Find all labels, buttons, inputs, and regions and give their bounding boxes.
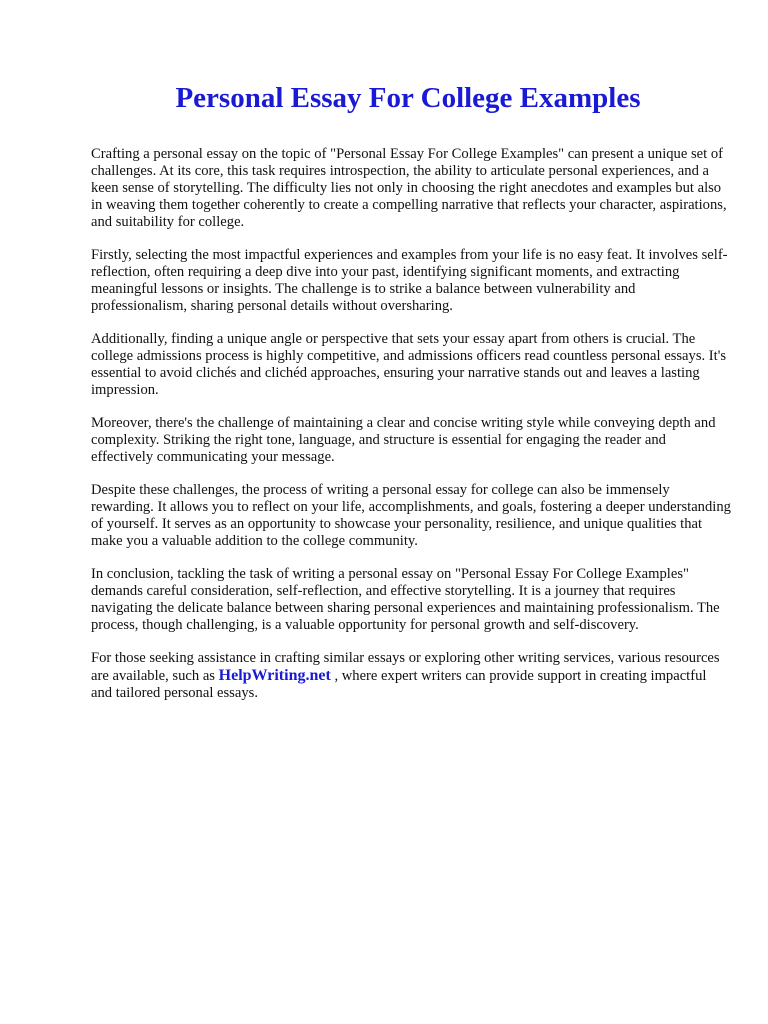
paragraph-5: Despite these challenges, the process of writing a personal essay for college can also be immensely rewarding. It allows you to reflect on your life, accomplishments, and goals, fostering a deeper understanding of yourself. It serves as an opportunity to showcase your personality, resilience, and unique qualities that make you a valuable addition to the college community. <box>91 482 731 549</box>
paragraph-1: Crafting a personal essay on the topic of "Personal Essay For College Examples" can present a unique set of challenges. At its core, this task requires introspection, the ability to articulate personal experiences, and a keen sense of storytelling. The difficulty lies not only in choosing the right anecdotes and examples but also in weaving them together coherently to create a compelling narrative that reflects your character, aspirations, and suitability for college. <box>91 146 727 230</box>
paragraph-3: Additionally, finding a unique angle or perspective that sets your essay apart from others is crucial. The college admissions process is highly competitive, and admissions officers read countless personal essays. It's essential to avoid clichés and clichéd approaches, ensuring your narrative stands out and leaves a lasting impression. <box>91 331 727 398</box>
paragraph-4: Moreover, there's the challenge of maintaining a clear and concise writing style while conveying depth and complexity. Striking the right tone, language, and structure is essential for engaging the reader and effectively communicating your message. <box>91 415 716 465</box>
paragraph-6: In conclusion, tackling the task of writing a personal essay on "Personal Essay For College Examples" demands careful consideration, self-reflection, and effective storytelling. It is a journey that requires navigating the delicate balance between sharing personal experiences and maintaining professionalism. The process, though challenging, is a valuable opportunity for personal growth and self-discovery. <box>91 566 720 633</box>
closing-text-after-link: , where expert writers can provide support in creating impactful and tailored personal essays. <box>91 668 707 701</box>
paragraph-2: Firstly, selecting the most impactful experiences and examples from your life is no easy feat. It involves self-reflection, often requiring a deep dive into your past, identifying significant moments, and extracting meaningful lessons or insights. The challenge is to strike a balance between vulnerability and professionalism, sharing personal details without oversharing. <box>91 247 728 314</box>
closing-text-before-link: For those seeking assistance in crafting similar essays or exploring other writing services, various resources are available, such as <box>91 650 720 684</box>
page-title: Personal Essay For College Examples <box>175 82 641 114</box>
paragraph-closing <box>91 650 731 702</box>
helpwriting-link[interactable]: HelpWriting.net <box>218 667 331 684</box>
essay-body <box>91 146 731 718</box>
